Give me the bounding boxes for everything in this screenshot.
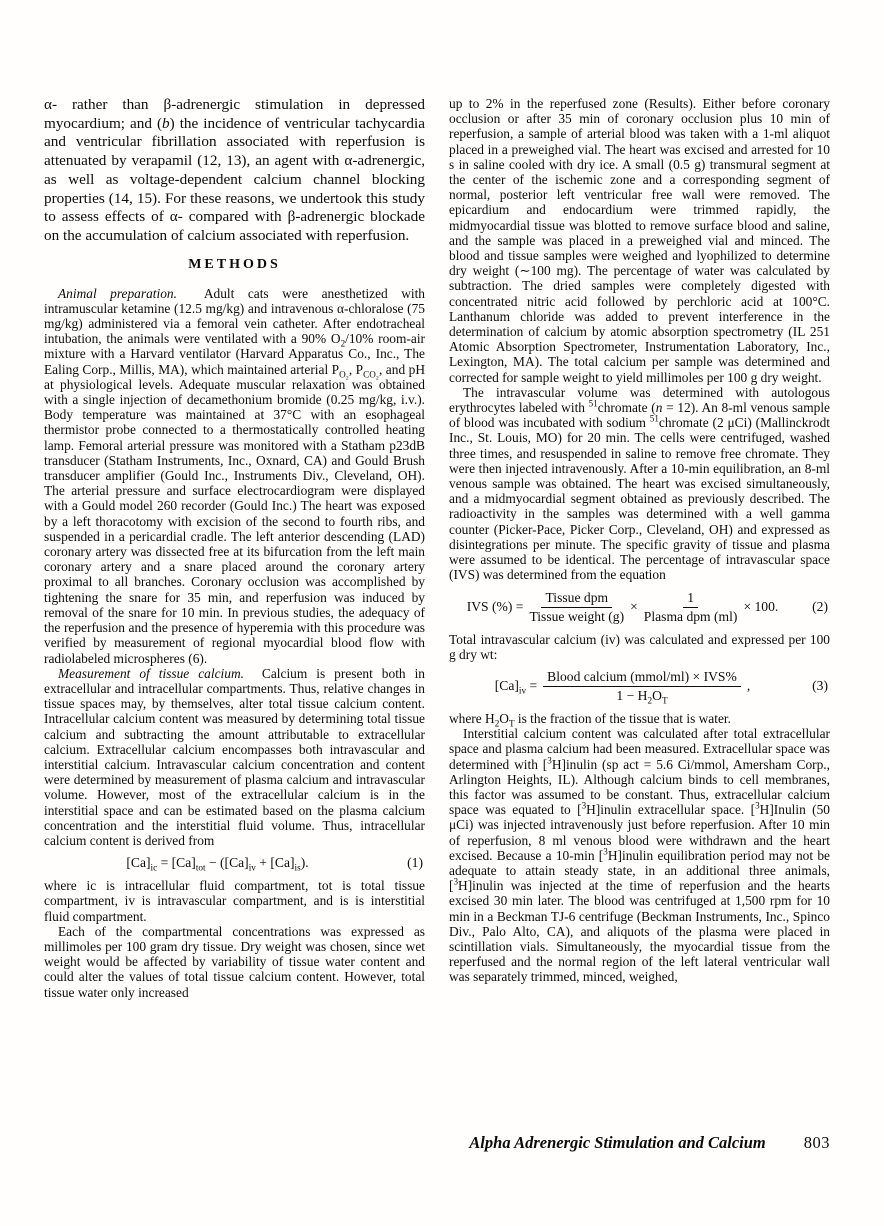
equation-2-rhs: × 100. xyxy=(743,599,779,614)
intro-continuation-paragraph: α- rather than β-adrenergic stimulation in depressed myocardium; and (b) the incidence of ventricular tachycardia and ventricular fibrillation associated with reperfusion is attenuated by verapamil (12, 13), an agent with α-adrenergic, as well as voltage-dependent calcium channel blocking properties (14, 15). For these reasons, we undertook this study to assess effects of α- compared with β-adrenergic blockade on the accumulation of calcium associated with reperfusion. xyxy=(44,96,425,244)
equation-2-fraction-1 xyxy=(529,590,624,625)
equation-3-fraction-denominator: $1 - H_2O_T$ xyxy=(616,687,668,706)
equation-3-fraction-numerator: Blood calcium (mmol/ml) × IVS% xyxy=(543,669,741,687)
equation-1-number: (1) xyxy=(407,855,423,871)
equation-2-fraction-2-numerator: 1 xyxy=(683,590,698,608)
water-fraction-paragraph: where $H_2O_T$ is the fraction of the tissue that is water. xyxy=(449,710,731,729)
equation-2-number: (2) xyxy=(812,599,828,614)
where-definitions-paragraph: where ic is intracellular fluid compartment, tot is total tissue compartment, iv is intravascular compartment, and is is interstitial fluid compartment. xyxy=(44,878,425,924)
equation-2-fraction-2 xyxy=(644,590,738,625)
reperfused-zone-paragraph: up to 2% in the reperfused zone (Results). Either before coronary occlusion or after 35 min of coronary occlusion plus 10 min of reperfusion, a sample of arterial blood was taken with a 1-ml aliquot placed in a preweighed vial. The heart was excised and arrested for 10 s in saline cooled with dry ice. A small (0.5 g) transmural segment at the center of the ischemic zone and a corresponding segment of normal, posterior left ventricular free wall were removed. The epicardium and endocardium were trimmed rapidly, the midmyocardial tissue was blotted to remove surface blood and saline, and the sample was placed in a preweighed vial and minced. The blood and tissue samples were weighed and lyophilized to determine dry weight (∼100 mg). The percentage of water was calculated by subtraction. The dried samples were completely digested with concentrated nitric acid followed by perchloric acid at 100°C. Lanthanum chloride was added to prevent interference in the determination of calcium by atomic absorption spectrometry (IL 251 Atomic Absorption Spectrometer, Instrumentation Laboratory, Inc., Lexington, MA). The total calcium per sample was determined and corrected for sample weight to yield millimoles per 100 g dry weight. xyxy=(449,96,830,385)
equation-2-lhs: IVS (%) = xyxy=(466,599,524,614)
page-number: 803 xyxy=(803,1133,830,1152)
equation-2 xyxy=(449,590,830,625)
page-footer xyxy=(44,1133,830,1153)
total-intravascular-calcium-paragraph: Total intravascular calcium (iv) was calculated and expressed per 100 g dry wt: xyxy=(449,631,830,662)
equation-1-body: $[Ca]_{ic} = [Ca]_{tot} - ([Ca]_{iv} + [Ca]_{is})$. xyxy=(126,855,309,873)
equation-3-lhs: $[Ca]_{iv}$ = xyxy=(494,678,538,697)
compartmental-concentrations-paragraph: Each of the compartmental concentrations was expressed as millimoles per 100 gram dry tissue. Dry weight was chosen, since wet weight would be affected by variability of tissue water content and could alter the values of total tissue calcium content. However, total tissue water only increased xyxy=(44,923,425,1000)
equation-3-fraction xyxy=(543,669,741,704)
equation-2-fraction-1-denominator: Tissue weight (g) xyxy=(529,608,625,624)
equation-2-fraction-1-numerator: Tissue dpm xyxy=(541,590,612,608)
running-title: Alpha Adrenergic Stimulation and Calcium xyxy=(469,1133,766,1152)
left-column xyxy=(44,96,425,1000)
equation-3-number: (3) xyxy=(812,678,828,694)
equation-3 xyxy=(449,669,830,704)
methods-section-heading: METHODS xyxy=(188,256,281,272)
right-column xyxy=(449,96,830,1000)
two-column-text-block xyxy=(44,96,830,1000)
equation-2-times-operator: × xyxy=(630,599,638,614)
equation-2-fraction-2-denominator: Plasma dpm (ml) xyxy=(643,608,738,624)
equation-1 xyxy=(44,855,425,871)
animal-preparation-paragraph: Animal preparation. Adult cats were anesthetized with intramuscular ketamine (12.5 mg/kg) and intravenous α-chloralose (75 mg/kg) administered via a femoral vein catheter. After endotracheal intubation, the animals were ventilated with a 90% $O_2/10\%$ room-air mixture with a Harvard ventilator (Harvard Apparatus Co., Inc., The Ealing Corp., Millis, MA), which maintained arterial $P_{O_2}$, $P_{CO_2}$, and pH at physiological levels. Adequate muscular relaxation was obtained with a single injection of decamethonium bromide (0.25 mg/kg, i.v.). Body temperature was maintained at 37°C with an esophageal thermistor probe connected to a thermostatically controlled heating lamp. Femoral arterial pressure was monitored with a Statham p23dB transducer (Statham Instruments, Inc., Oxnard, CA) and Gould Brush transducer amplifier (Gould Inc., Instruments Div., Cleveland, OH). The arterial pressure and surface electrocardiogram were displayed with a Gould model 260 recorder (Gould Inc.) The heart was exposed by a left thoracotomy with excision of the second to fourth ribs, and suspended in a pericardial cradle. The left anterior descending (LAD) coronary artery was dissected free at its bifurcation from the left main coronary artery and a snare placed around the coronary artery proximal to all branches. Coronary occlusion was accomplished by tightening the snare for 35 min, and reperfusion was induced by removal of the snare for 10 min. In previous studies, the adequacy of the reperfusion and the presence of hyperemia with this procedure was verified by measurement of regional myocardial blood flow with radiolabeled microspheres (6). xyxy=(44,285,426,666)
intravascular-volume-paragraph: The intravascular volume was determined with autologous erythrocytes labeled with $^{51}$chromate (n = 12). An 8-ml venous sample of blood was incubated with sodium $^{51}$chromate (2 μCi) (Mallinckrodt Inc., St. Louis, MO) for 20 min. The cells were centrifuged, washed three times, and resuspended in saline to remove free chromate. They were then injected intravenously. After a 10-min equilibration, an 8-ml venous sample was obtained. The heart was excised simultaneously, and a midmyocardial segment obtained as previously described. The radioactivity in the samples was determined with a well gamma counter (Picker-Pace, Picker Corp., Cleveland, OH) and expressed as disintegrations per minute. The specific gravity of tissue and plasma were assumed to be identical. The percentage of intravascular space (IVS) was determined from the equation xyxy=(449,384,831,583)
interstitial-calcium-paragraph: Interstitial calcium content was calculated after total extracellular space and plasma calcium had been measured. Extracellular space was determined with [$^3$H]inulin (sp act = 5.6 Ci/mmol, Amersham Corp., Arlington Heights, IL). Although calcium binds to cell membranes, this factor was assumed to be constant. Thus, extracellular calcium space was equated to [$^3$H]inulin extracellular space. [$^3$H]Inulin (50 μCi) was injected intravenously just before reperfusion. After 10 min of reperfusion, 8 ml venous blood were withdrawn and the heart excised. Because a 10-min [$^3$H]inulin equilibration period may not be adequate to attain steady state, in an additional three animals, [$^3$H]inulin was injected at the time of reperfusion and the hearts excised 30 min later. The blood was centrifuged at 1,500 rpm for 10 min in a Beckman TJ-6 centrifuge (Beckman Instruments, Inc., Spinco Div., Palo Alto, CA), and aliquots of the plasma were placed in scintillation vials. Simultaneously, the myocardial tissue from the reperfused and the normal region of the left lateral ventricular wall was separately trimmed, minced, weighed, xyxy=(449,726,831,985)
equation-3-rhs: , xyxy=(746,678,751,694)
tissue-calcium-measurement-paragraph: Measurement of tissue calcium. Calcium is present both in extracellular and intracellular compartments. Thus, relative changes in tissue spaces may, by themselves, alter total tissue calcium content. Intracellular calcium content was measured by determining total tissue calcium and subtracting the amount attributable to extracellular calcium. Extracellular calcium encompasses both intravascular and interstitial calcium. Intravascular calcium concentration and content were determined by measurement of plasma calcium and intravascular volume. However, most of the extracellular calcium is in the interstitial space and can be estimated based on the plasma calcium concentration and the interstitial fluid volume. Thus, intracellular calcium content is derived from xyxy=(44,665,425,848)
